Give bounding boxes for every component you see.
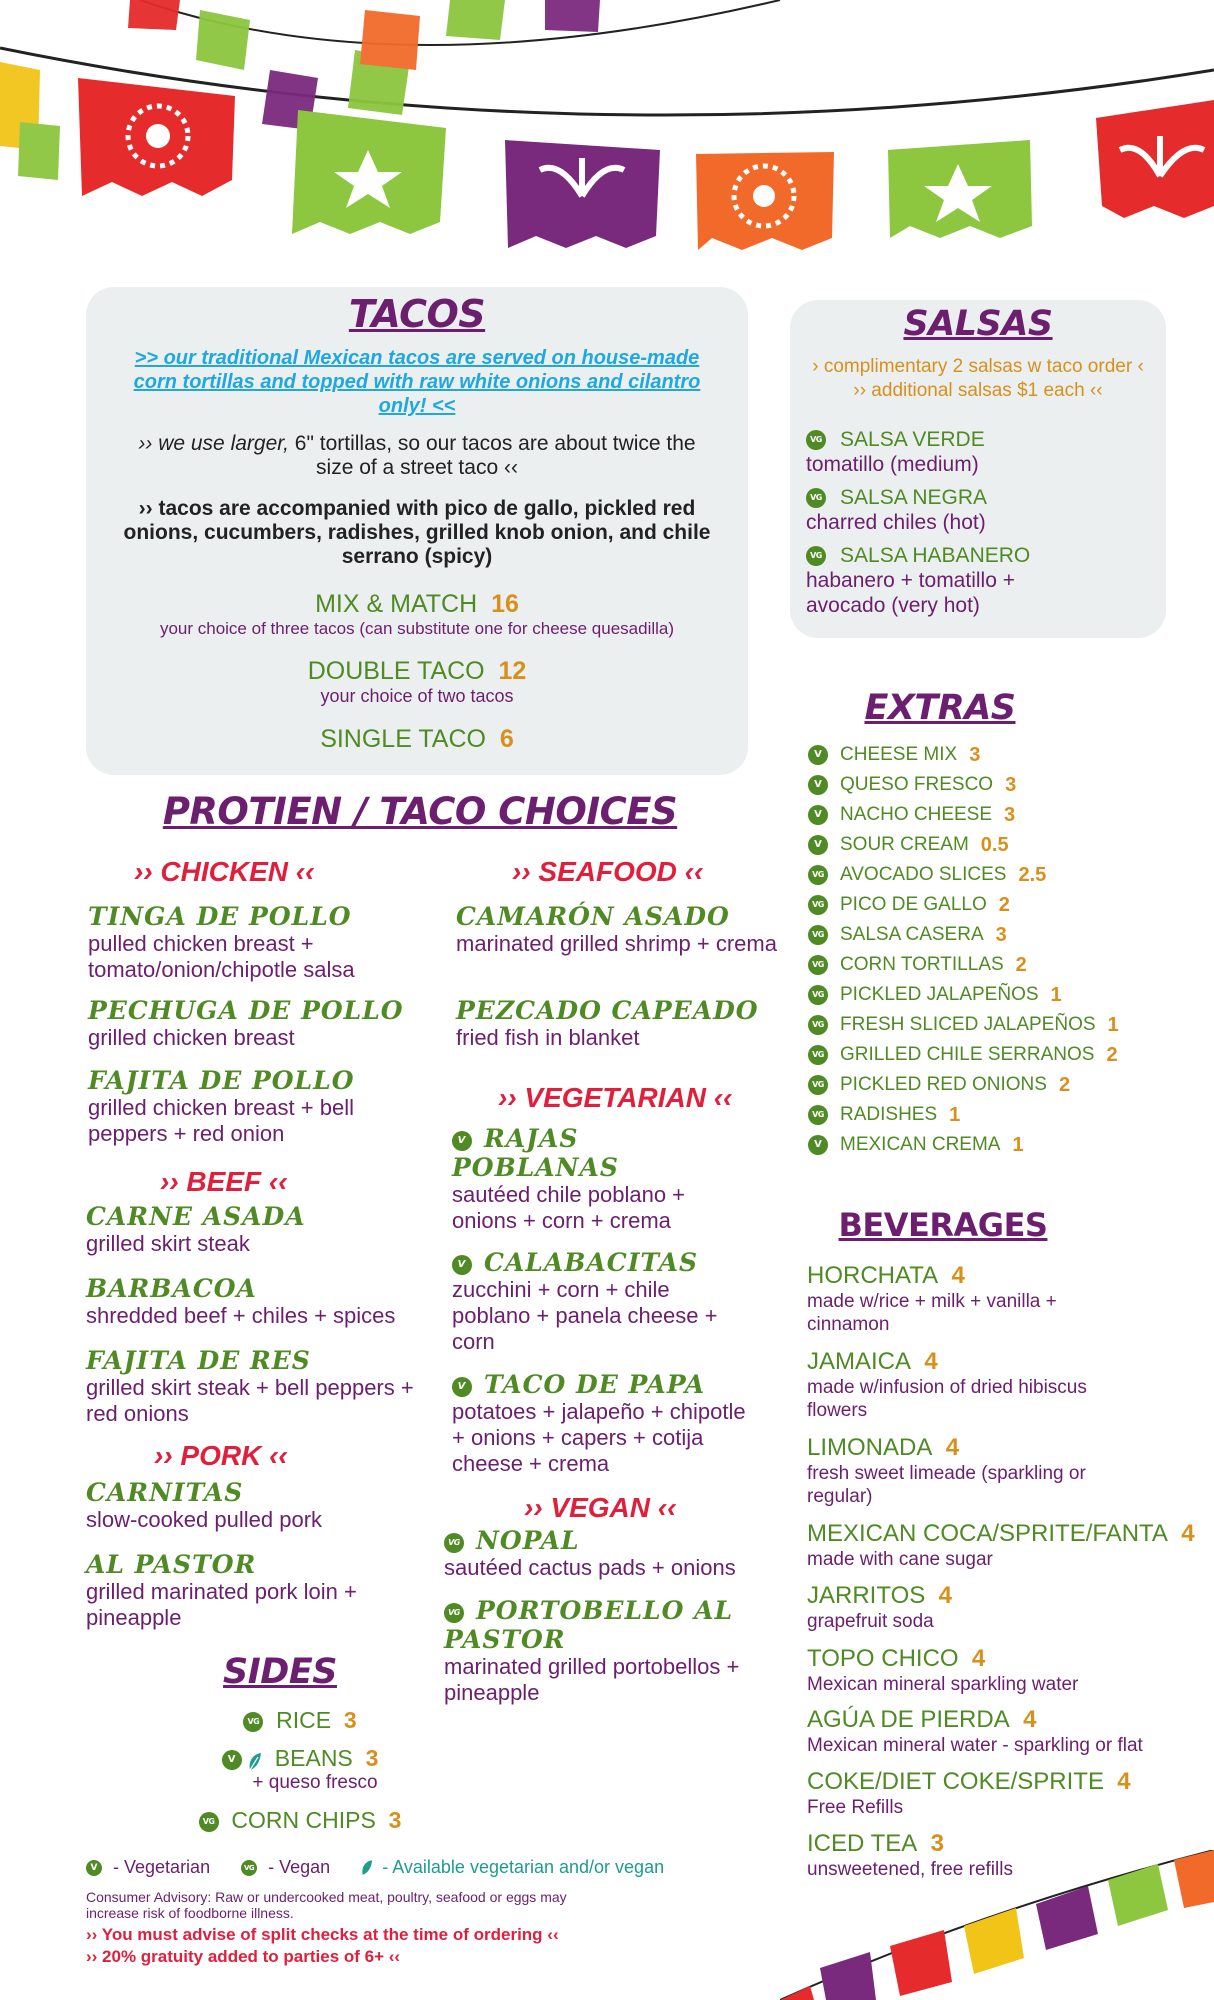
vegan-badge-icon: VG: [808, 1105, 828, 1125]
beverage-price: 4: [938, 1582, 952, 1609]
vegan-badge-icon: VG: [241, 1860, 257, 1876]
extra-item: [808, 860, 1168, 890]
dish-desc: potatoes + jalapeño + chipotle + onions + capers + cotija cheese + crema: [452, 1399, 746, 1476]
dish-name: CARNE ASADA: [86, 1202, 306, 1231]
beverage-desc: Free Refills: [807, 1797, 904, 1818]
beverage-name-text: JAMAICA: [807, 1348, 912, 1375]
side-price: 3: [343, 1707, 357, 1733]
gratuity-note: ›› 20% gratuity added to parties of 6+ ‹‹: [86, 1947, 401, 1966]
dish-name-text: PORTOBELLO AL PASTOR: [444, 1596, 734, 1654]
beverage-name: [807, 1582, 1197, 1610]
beverage-desc: made w/rice + milk + vanilla + cinnamon: [807, 1291, 1057, 1335]
extra-price: 2: [1106, 1043, 1118, 1066]
extra-price: 3: [969, 743, 981, 766]
tacos-note-accompaniments: ›› tacos are accompanied with pico de gallo, pickled red onions, cucumbers, radishes, grilled knob onion, and chile serrano (spicy): [123, 497, 711, 568]
salsa-verde: [806, 428, 1166, 477]
leaf-icon: [361, 1859, 373, 1877]
dish-desc: pulled chicken breast + tomato/onion/chipotle salsa: [88, 931, 355, 982]
side-desc: + queso fresco: [252, 1772, 378, 1793]
dish-desc: marinated grilled portobellos + pineapple: [444, 1654, 740, 1705]
side-name: CORN CHIPS: [231, 1807, 376, 1833]
pork-label: ›› PORK ‹‹: [154, 1440, 288, 1471]
salsa-name-text: SALSA VERDE: [840, 428, 985, 451]
extra-price: 2: [1058, 1073, 1071, 1096]
dish-desc: marinated grilled shrimp + crema: [456, 931, 777, 956]
side-name: RICE: [276, 1707, 332, 1733]
taco-option-price: 16: [491, 590, 519, 618]
chicken-label: ›› CHICKEN ‹‹: [134, 856, 315, 887]
vegan-badge-icon: VG: [444, 1533, 464, 1553]
split-checks-note: ›› You must advise of split checks at the time of ordering ‹‹: [86, 1925, 559, 1944]
side-corn-chips: [90, 1806, 510, 1834]
menu-item-fajita-de-pollo: [88, 1066, 418, 1147]
side-price: 3: [388, 1807, 402, 1833]
beverage-name-text: JARRITOS: [807, 1582, 926, 1609]
taco-option-price: 6: [499, 725, 514, 753]
salsa-desc: charred chiles (hot): [806, 511, 986, 534]
beverage-name-text: TOPO CHICO: [807, 1645, 959, 1672]
leaf-icon: [248, 1750, 262, 1770]
dish-desc: fried fish in blanket: [456, 1025, 640, 1050]
beverage-desc: made with cane sugar: [807, 1549, 993, 1570]
menu-item-pezcado-capeado: [456, 996, 786, 1051]
extras-list: [808, 740, 1168, 1160]
vegan-badge-icon: VG: [808, 865, 828, 885]
dish-desc: grilled skirt steak: [86, 1231, 250, 1256]
dish-name: FAJITA DE POLLO: [88, 1066, 355, 1095]
extra-item: [808, 1070, 1168, 1100]
menu-item-portobello-al-pastor: [444, 1596, 764, 1706]
vegan-badge-icon: VG: [808, 895, 828, 915]
dish-name: [452, 1370, 762, 1399]
side-rice: [100, 1706, 500, 1734]
extra-item: [808, 830, 1168, 860]
beverage-desc: made w/infusion of dried hibiscus flowers: [807, 1377, 1087, 1421]
extra-item: [808, 1100, 1168, 1130]
menu-item-carnitas: [86, 1478, 426, 1533]
extra-name: QUESO FRESCO: [840, 774, 994, 795]
salsa-name-text: SALSA NEGRA: [840, 486, 988, 509]
beverage-desc: grapefruit soda: [807, 1611, 934, 1632]
dish-name: [444, 1526, 764, 1555]
vegan-badge-icon: VG: [808, 1075, 828, 1095]
vegan-badge-icon: VG: [444, 1603, 464, 1623]
consumer-advisory: Consumer Advisory: Raw or undercooked meat, poultry, seafood or eggs may increase risk of foodborne illness.: [86, 1889, 567, 1921]
beverage-topo-chico: [807, 1645, 1197, 1696]
salsa-desc: habanero + tomatillo + avocado (very hot): [806, 569, 1015, 617]
extras-title: EXTRAS: [864, 688, 1016, 728]
beverage-name-text: AGÚA DE PIERDA: [807, 1706, 1010, 1733]
menu-item-barbacoa: [86, 1274, 436, 1329]
taco-option-price: 12: [498, 657, 527, 685]
dish-name: CAMARÓN ASADO: [456, 902, 730, 931]
extra-name: PICKLED JALAPEÑOS: [840, 984, 1039, 1005]
extra-price: 1: [1107, 1013, 1119, 1036]
vegan-badge-icon: VG: [808, 1045, 828, 1065]
taco-option-name: DOUBLE TACO: [307, 657, 485, 685]
extra-item: [808, 890, 1168, 920]
tacos-note-tortilla-rest: 6" tortillas, so our tacos are about twice the size of a street taco ‹‹: [294, 432, 696, 479]
dish-desc: grilled chicken breast: [88, 1025, 295, 1050]
extra-price: 2: [998, 893, 1010, 916]
extra-price: 1: [949, 1103, 961, 1126]
extra-name: PICKLED RED ONIONS: [840, 1074, 1047, 1095]
beverage-desc: Mexican mineral sparkling water: [807, 1674, 1079, 1695]
extra-name: AVOCADO SLICES: [840, 864, 1007, 885]
beverage-name-text: COKE/DIET COKE/SPRITE: [807, 1768, 1104, 1795]
menu-item-rajas-poblanas: [452, 1124, 752, 1234]
vegan-badge-icon: VG: [808, 955, 828, 975]
sides-title: SIDES: [223, 1652, 337, 1692]
extra-price: 1: [1050, 983, 1062, 1006]
salsas-title: SALSAS: [903, 304, 1053, 344]
dish-name-text: CALABACITAS: [484, 1248, 699, 1277]
salsas-note-additional: ›› additional salsas $1 each ‹‹: [853, 380, 1103, 401]
taco-option-name: MIX & MATCH: [315, 590, 478, 618]
extra-item: [808, 950, 1168, 980]
beverage-jamaica: [807, 1348, 1197, 1422]
vegetarian-badge-icon: V: [452, 1377, 472, 1397]
menu-item-pechuga-de-pollo: [88, 996, 428, 1051]
beverage-price: 4: [1181, 1520, 1195, 1547]
extra-item: [808, 980, 1168, 1010]
tacos-intro-link[interactable]: >> our traditional Mexican tacos are served on house-made corn tortillas and topped with raw white onions and cilantro only! <<: [133, 347, 701, 417]
vegan-badge-icon: VG: [806, 546, 826, 566]
tacos-note-tortilla: [120, 432, 714, 480]
salsa-name: [806, 428, 1166, 452]
beverage-price: 4: [971, 1645, 986, 1672]
dish-desc: grilled chicken breast + bell peppers + red onion: [88, 1095, 354, 1146]
dish-name-text: NOPAL: [476, 1526, 580, 1555]
vegetarian-badge-icon: V: [86, 1860, 102, 1876]
beverages-title: BEVERAGES: [838, 1206, 1048, 1244]
salsas-note-complimentary: › complimentary 2 salsas w taco order ‹: [812, 356, 1144, 377]
beverage-name: [807, 1645, 1197, 1673]
papel-picado-banner-bottom: [780, 1850, 1214, 2000]
taco-option-desc: your choice of two tacos: [320, 686, 514, 706]
dish-name: PEZCADO CAPEADO: [456, 996, 759, 1025]
beverage-jarritos: [807, 1582, 1197, 1633]
extra-item: [808, 770, 1168, 800]
extra-name: CHEESE MIX: [840, 744, 958, 765]
menu-item-fajita-de-res: [86, 1346, 426, 1427]
protein-title: PROTIEN / TACO CHOICES: [162, 790, 678, 833]
taco-option-name: SINGLE TACO: [320, 725, 486, 753]
dish-desc: slow-cooked pulled pork: [86, 1507, 323, 1532]
beverage-price: 4: [945, 1434, 960, 1461]
vegan-badge-icon: VG: [806, 488, 826, 508]
beverage-coke: [807, 1768, 1197, 1819]
salsa-negra: [806, 486, 1166, 535]
extra-price: 3: [1004, 803, 1016, 826]
dish-desc: grilled marinated pork loin + pineapple: [86, 1579, 357, 1630]
beverage-mexican-coca: [807, 1520, 1197, 1571]
dish-name: [452, 1124, 632, 1182]
beverage-price: 4: [1117, 1768, 1131, 1795]
side-name: BEANS: [274, 1745, 353, 1771]
side-price: 3: [365, 1745, 379, 1771]
dish-name-text: RAJAS POBLANAS: [452, 1124, 619, 1182]
extra-price: 1: [1012, 1133, 1024, 1156]
beverage-agua-de-pierda: [807, 1706, 1197, 1757]
legend-vegetarian-text: - Vegetarian: [113, 1857, 211, 1877]
beverage-desc: fresh sweet limeade (sparkling or regular): [807, 1463, 1086, 1507]
extra-item: [808, 740, 1168, 770]
vegan-badge-icon: VG: [806, 430, 826, 450]
extra-item: [808, 1010, 1168, 1040]
dish-name: TINGA DE POLLO: [88, 902, 352, 931]
beverage-name-text: ICED TEA: [807, 1830, 918, 1857]
beverage-name: [807, 1348, 1197, 1376]
taco-option-double: [86, 656, 748, 706]
taco-option-desc: your choice of three tacos (can substitute one for cheese quesadilla): [159, 619, 675, 638]
beverage-name-text: MEXICAN COCA/SPRITE/FANTA: [807, 1520, 1168, 1547]
legend-leaf-text: - Available vegetarian and/or vegan: [382, 1857, 665, 1877]
dish-name: [444, 1596, 764, 1654]
extra-price: 2.5: [1018, 863, 1047, 886]
extra-name: PICO DE GALLO: [840, 894, 987, 915]
beverage-name-text: HORCHATA: [807, 1262, 939, 1289]
vegetarian-badge-icon: V: [808, 745, 828, 765]
extra-price: 3: [995, 923, 1007, 946]
extra-name: GRILLED CHILE SERRANOS: [840, 1044, 1095, 1065]
dish-desc: grilled skirt steak + bell peppers + red onions: [86, 1375, 414, 1426]
dish-name: CARNITAS: [86, 1478, 244, 1507]
legend-vegan-text: - Vegan: [268, 1857, 331, 1877]
beverage-desc: Mexican mineral water - sparkling or flat: [807, 1735, 1143, 1756]
dish-desc: shredded beef + chiles + spices: [86, 1303, 396, 1328]
salsa-name: [806, 486, 1166, 510]
vegan-badge-icon: VG: [199, 1812, 219, 1832]
vegetarian-badge-icon: V: [808, 805, 828, 825]
dish-desc: sautéed cactus pads + onions: [444, 1555, 736, 1580]
menu-item-al-pastor: [86, 1550, 416, 1631]
dish-name: BARBACOA: [86, 1274, 257, 1303]
beverage-name: [807, 1706, 1197, 1734]
vegan-badge-icon: VG: [808, 1015, 828, 1035]
taco-option-single: [86, 724, 748, 754]
salsa-name: [806, 544, 1076, 568]
menu-item-camaron-asado: [456, 902, 786, 957]
vegan-badge-icon: VG: [808, 985, 828, 1005]
beverage-name-text: LIMONADA: [807, 1434, 933, 1461]
extra-item: [808, 1040, 1168, 1070]
menu-item-calabacitas: [452, 1248, 752, 1355]
beverage-price: 4: [1023, 1706, 1037, 1733]
extra-name: FRESH SLICED JALAPEÑOS: [840, 1014, 1096, 1035]
extra-item: [808, 1130, 1168, 1160]
extra-name: MEXICAN CREMA: [840, 1134, 1001, 1155]
beef-label: ›› BEEF ‹‹: [160, 1166, 288, 1197]
seafood-label: ›› SEAFOOD ‹‹: [512, 856, 704, 887]
dish-desc: sautéed chile poblano + onions + corn + crema: [452, 1182, 686, 1233]
extra-item: [808, 920, 1168, 950]
salsa-habanero: [806, 544, 1076, 618]
extra-item: [808, 800, 1168, 830]
beverage-name: [807, 1768, 1197, 1796]
vegetarian-badge-icon: V: [222, 1750, 242, 1770]
extra-name: RADISHES: [840, 1104, 938, 1125]
vegetarian-badge-icon: V: [452, 1131, 472, 1151]
dish-desc: zucchini + corn + chile poblano + panela cheese + corn: [452, 1277, 718, 1354]
salsa-desc: tomatillo (medium): [806, 453, 979, 476]
tacos-note-tortilla-italic: ›› we use larger,: [138, 432, 295, 455]
dish-name: PECHUGA DE POLLO: [88, 996, 404, 1025]
beverage-horchata: [807, 1262, 1197, 1336]
beverage-price: 4: [951, 1262, 965, 1289]
extra-name: CORN TORTILLAS: [840, 954, 1004, 975]
salsa-name-text: SALSA HABANERO: [840, 544, 1031, 567]
beverage-limonada: [807, 1434, 1197, 1508]
vegetarian-badge-icon: V: [808, 835, 828, 855]
vegan-badge-icon: VG: [243, 1712, 263, 1732]
extra-name: NACHO CHEESE: [840, 804, 993, 825]
extra-name: SALSA CASERA: [840, 924, 984, 945]
side-beans: [90, 1744, 510, 1794]
dish-name: AL PASTOR: [86, 1550, 257, 1579]
vegan-label: ›› VEGAN ‹‹: [524, 1492, 677, 1523]
papel-picado-banner-top: [0, 0, 1214, 260]
extra-name: SOUR CREAM: [840, 834, 969, 855]
menu-item-carne-asada: [86, 1202, 426, 1257]
beverage-price: 3: [930, 1830, 944, 1857]
legend: [86, 1856, 786, 1878]
extra-price: 2: [1015, 953, 1027, 976]
beverage-name: [807, 1434, 1197, 1462]
vegetarian-badge-icon: V: [808, 775, 828, 795]
beverage-desc: unsweetened, free refills: [807, 1859, 1013, 1880]
menu-item-tinga-de-pollo: [88, 902, 428, 983]
dish-name: [452, 1248, 752, 1277]
beverage-name: [807, 1262, 1197, 1290]
vegetarian-badge-icon: V: [808, 1135, 828, 1155]
tacos-title: TACOS: [348, 292, 486, 336]
beverage-price: 4: [924, 1348, 938, 1375]
vegetarian-label: ›› VEGETARIAN ‹‹: [498, 1082, 733, 1113]
beverage-name: [807, 1520, 1197, 1548]
taco-option-mix-match: [86, 589, 748, 639]
vegan-badge-icon: VG: [808, 925, 828, 945]
dish-name-text: TACO DE PAPA: [484, 1370, 706, 1399]
menu-item-nopal: [444, 1526, 764, 1581]
extra-price: 3: [1005, 773, 1017, 796]
vegetarian-badge-icon: V: [452, 1255, 472, 1275]
extra-price: 0.5: [980, 833, 1009, 856]
dish-name: FAJITA DE RES: [86, 1346, 311, 1375]
menu-item-taco-de-papa: [452, 1370, 762, 1477]
